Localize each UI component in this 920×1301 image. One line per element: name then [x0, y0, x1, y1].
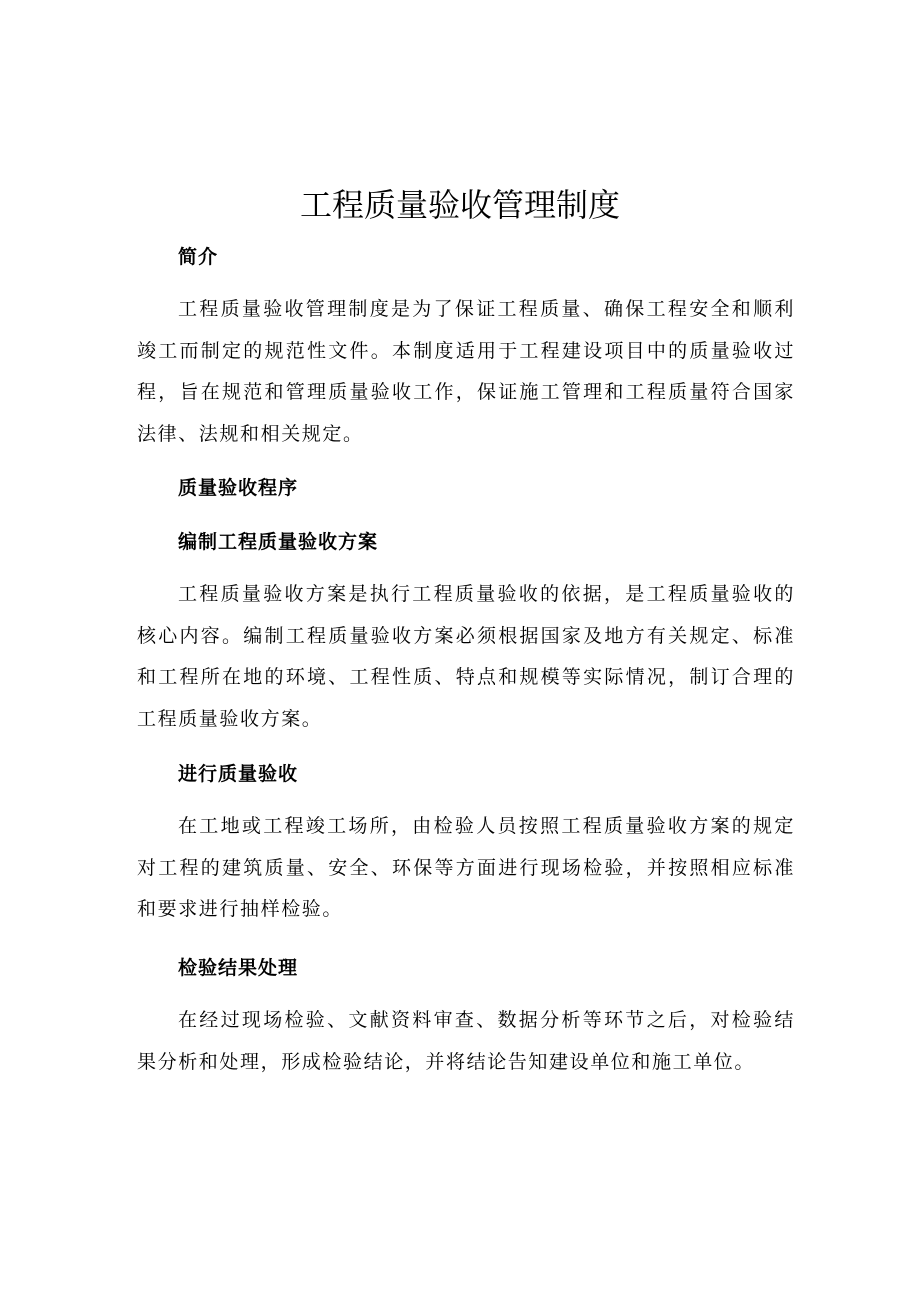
paragraph-intro: 工程质量验收管理制度是为了保证工程质量、确保工程安全和顺利竣工而制定的规范性文件。本制度适用于工程建设项目中的质量验收过程，旨在规范和管理质量验收工作，保证施工管理和工程质量符合国家法律、法规和相关规定。: [137, 298, 795, 445]
document-title: 工程质量验收管理制度: [299, 186, 620, 224]
paragraph-result: 在经过现场检验、文献资料审查、数据分析等环节之后，对检验结果分析和处理，形成检验结论，并将结论告知建设单位和施工单位。: [137, 1009, 795, 1073]
section-heading-result: 检验结果处理: [178, 957, 299, 979]
section-heading-plan: 编制工程质量验收方案: [178, 531, 379, 553]
section-heading-intro: 简介: [178, 246, 219, 268]
paragraph-plan: 工程质量验收方案是执行工程质量验收的依据，是工程质量验收的核心内容。编制工程质量验收方案必须根据国家及地方有关规定、标准和工程所在地的环境、工程性质、特点和规模等实际情况，制订合理的工程质量验收方案。: [137, 583, 795, 730]
paragraph-inspect: 在工地或工程竣工场所，由检验人员按照工程质量验收方案的规定对工程的建筑质量、安全、环保等方面进行现场检验，并按照相应标准和要求进行抽样检验。: [137, 815, 795, 920]
section-heading-inspect: 进行质量验收: [178, 763, 299, 785]
section-heading-procedure: 质量验收程序: [178, 477, 299, 499]
